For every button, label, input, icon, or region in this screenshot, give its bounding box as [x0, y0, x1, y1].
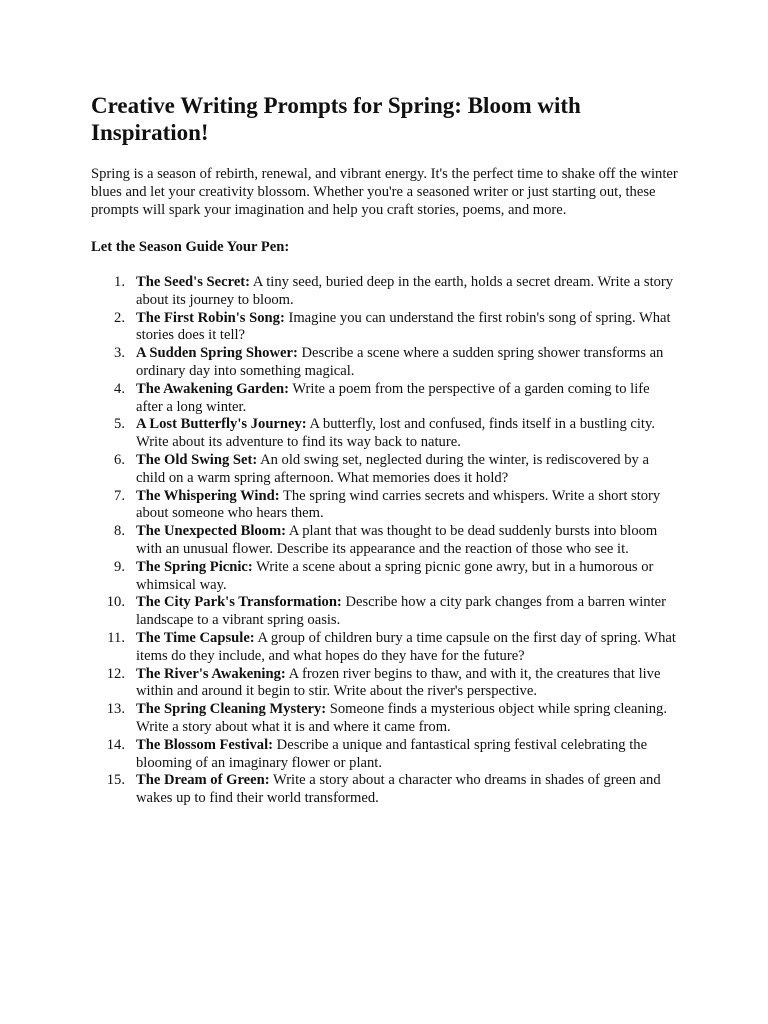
prompt-item-12: [91, 666, 678, 702]
prompt-title: The River's Awakening:: [136, 665, 286, 682]
prompt-title: The City Park's Transformation:: [136, 594, 342, 611]
prompt-title: The Time Capsule:: [136, 629, 255, 646]
prompt-item-6: [91, 452, 678, 488]
prompt-title: A Lost Butterfly's Journey:: [136, 416, 307, 433]
prompt-text: Write a poem from the perspective of a garden coming to life after a long winter.: [136, 380, 650, 415]
prompt-number: 11.: [107, 629, 125, 646]
prompt-text: Imagine you can understand the first robin's song of spring. What stories does it tell?: [136, 309, 671, 344]
prompt-title: The Unexpected Bloom:: [136, 523, 286, 540]
prompt-number: 14.: [106, 736, 125, 753]
prompt-item-8: [91, 523, 678, 559]
prompt-number: 6.: [114, 451, 125, 468]
prompt-number: 10.: [106, 594, 125, 611]
document-title: Creative Writing Prompts for Spring: Bloom with Inspiration!: [91, 93, 581, 145]
prompt-title: The Dream of Green:: [136, 772, 270, 789]
prompt-number: 7.: [114, 487, 125, 504]
intro-paragraph: Spring is a season of rebirth, renewal, and vibrant energy. It's the perfect time to shake off the winter blues and let your creativity blossom. Whether you're a seasoned writer or just starting out, these prompts will spark your imagination and help you craft stories, poems, and more.: [91, 166, 678, 218]
prompt-item-14: [91, 737, 678, 773]
prompt-number: 12.: [106, 665, 125, 682]
prompt-item-15: [91, 772, 678, 808]
prompt-text: A plant that was thought to be dead suddenly bursts into bloom with an unusual flower. Describe its appearance and the reaction of those who see it.: [136, 523, 658, 557]
prompt-text: A tiny seed, buried deep in the earth, holds a secret dream. Write a story about its journey to bloom.: [136, 274, 674, 308]
prompt-text: Someone finds a mysterious object while spring cleaning. Write a story about what it is and where it came from.: [136, 701, 667, 735]
prompt-number: 13.: [106, 701, 125, 718]
prompt-item-2: [91, 310, 678, 346]
prompt-number: 3.: [114, 345, 125, 362]
prompt-text: Describe how a city park changes from a barren winter landscape to a vibrant spring oasis.: [136, 594, 666, 629]
prompt-text: Describe a scene where a sudden spring shower transforms an ordinary day into something magical.: [136, 345, 664, 379]
prompt-item-11: [91, 630, 678, 666]
prompt-text: An old swing set, neglected during the winter, is rediscovered by a child on a warm spring afternoon. What memories does it hold?: [136, 451, 649, 486]
prompt-item-3: [91, 345, 678, 381]
prompt-text: The spring wind carries secrets and whispers. Write a short story about someone who hears them.: [136, 487, 661, 522]
prompt-title: The Whispering Wind:: [136, 487, 280, 504]
prompt-title: The Old Swing Set:: [136, 451, 258, 468]
prompt-item-4: [91, 381, 678, 417]
prompt-item-5: [91, 416, 678, 452]
prompt-text: Describe a unique and fantastical spring festival celebrating the blooming of an imaginary flower or plant.: [136, 736, 648, 771]
prompt-text: Write a scene about a spring picnic gone awry, but in a humorous or whimsical way.: [136, 558, 654, 593]
prompt-title: The Blossom Festival:: [136, 736, 274, 753]
prompt-item-1: [91, 274, 678, 310]
prompt-number: 2.: [114, 309, 125, 326]
prompt-text: A butterfly, lost and confused, finds itself in a bustling city. Write about its adventure to find its way back to nature.: [136, 416, 655, 451]
prompt-number: 9.: [114, 558, 125, 575]
prompt-item-10: [91, 594, 678, 630]
prompt-number: 4.: [114, 380, 125, 397]
prompt-title: The First Robin's Song:: [136, 309, 285, 326]
prompt-number: 5.: [114, 416, 125, 433]
prompt-text: A frozen river begins to thaw, and with it, the creatures that live within and around it begin to stir. Write about the river's perspective.: [136, 665, 661, 700]
prompt-item-7: [91, 488, 678, 524]
prompt-title: A Sudden Spring Shower:: [136, 345, 298, 362]
prompt-text: A group of children bury a time capsule on the first day of spring. What items do they include, and what hopes do they have for the future?: [136, 629, 676, 664]
prompt-list: [91, 274, 678, 808]
prompt-item-9: [91, 559, 678, 595]
prompt-number: 15.: [106, 772, 125, 789]
prompt-item-13: [91, 701, 678, 737]
prompt-text: Write a story about a character who dreams in shades of green and wakes up to find their world transformed.: [136, 772, 661, 807]
prompt-title: The Spring Picnic:: [136, 558, 253, 575]
prompt-title: The Awakening Garden:: [136, 380, 289, 397]
section-heading: Let the Season Guide Your Pen:: [91, 239, 290, 255]
prompt-title: The Seed's Secret:: [136, 274, 251, 290]
prompt-title: The Spring Cleaning Mystery:: [136, 701, 327, 718]
prompt-number: 8.: [114, 523, 125, 540]
prompt-number: 1.: [114, 274, 125, 290]
